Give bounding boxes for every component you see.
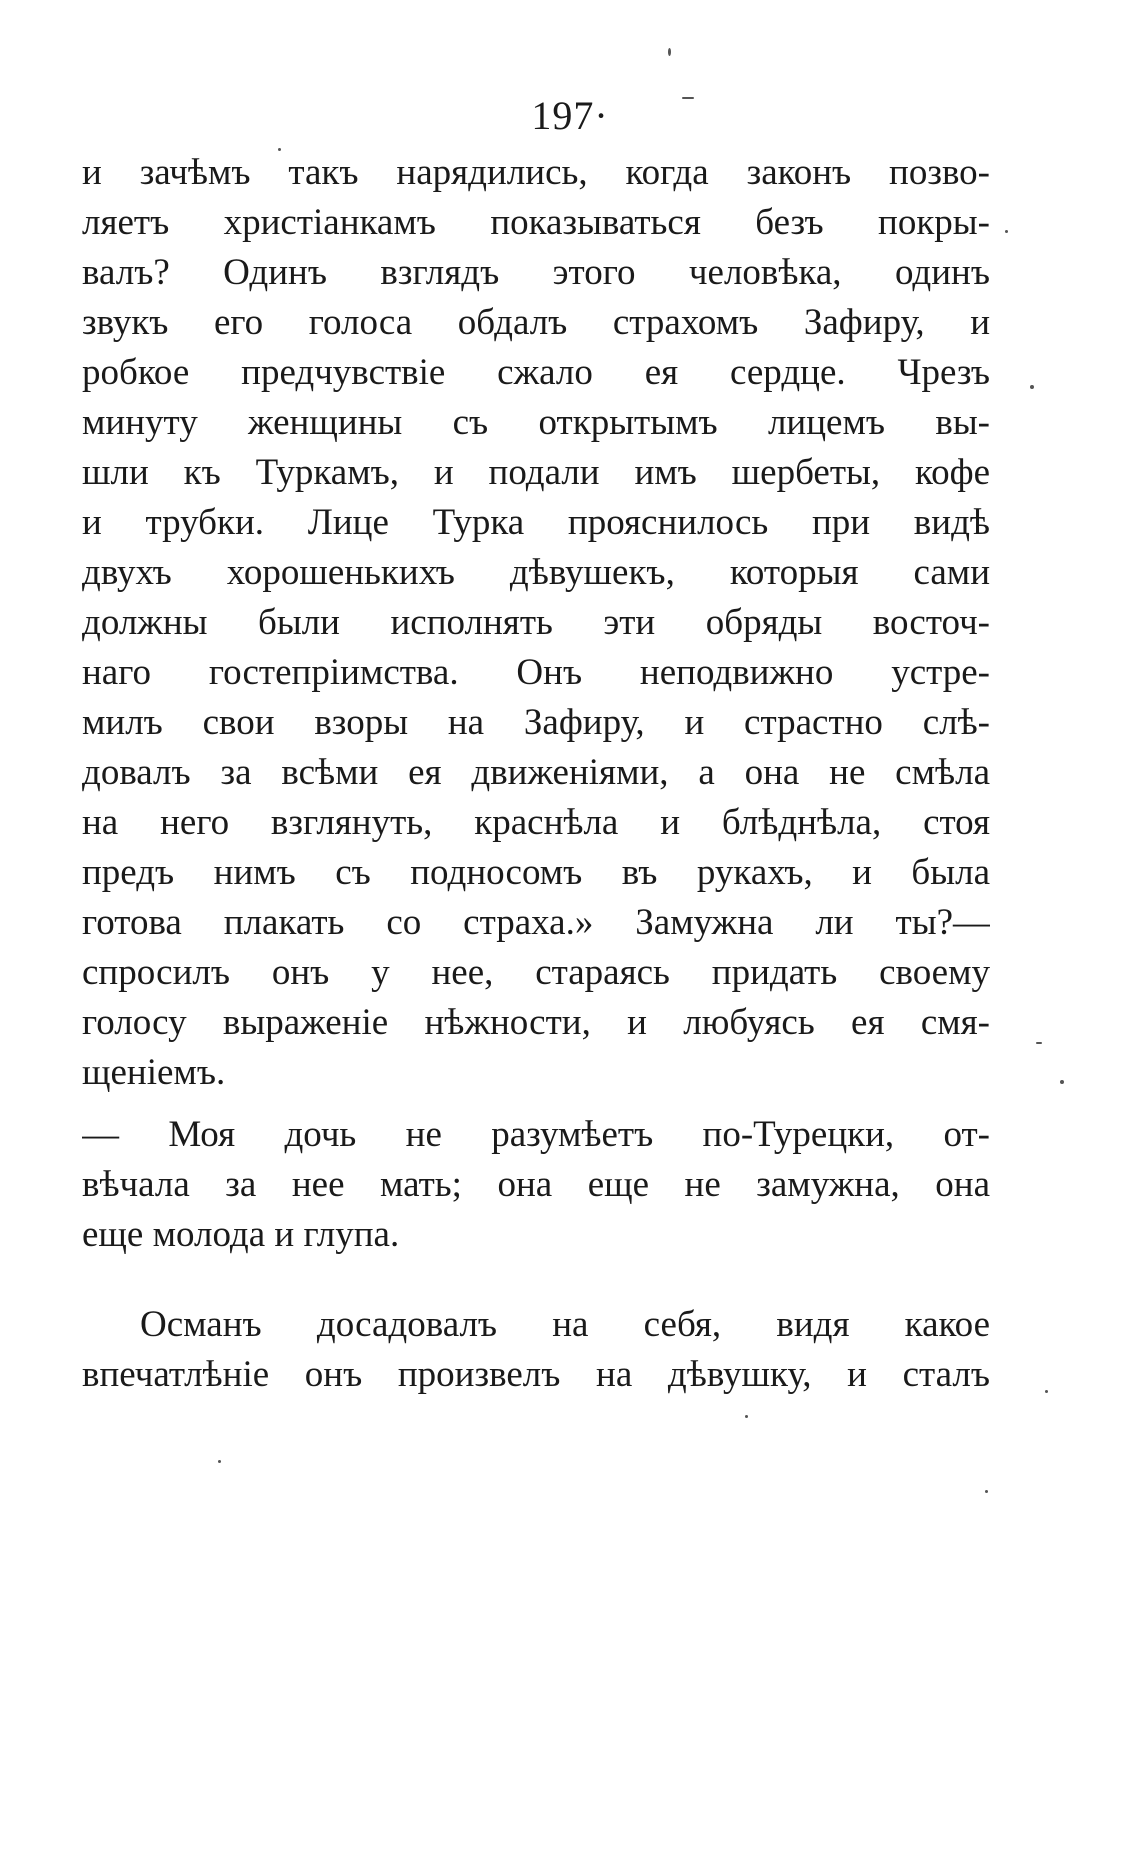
text-line: голосу выраженіе нѣжности, и любуясь ея смя- bbox=[82, 1002, 990, 1043]
print-speck bbox=[1060, 1080, 1064, 1084]
text-line: ляетъ христіанкамъ показываться безъ покры- bbox=[82, 202, 990, 243]
text-line: и трубки. Лице Турка прояснилось при видѣ bbox=[82, 502, 990, 543]
text-line: валъ? Одинъ взглядъ этого человѣка, одинъ bbox=[82, 252, 990, 293]
text-line: милъ свои взоры на Зафиру, и страстно слѣ- bbox=[82, 702, 990, 743]
text-line: двухъ хорошенькихъ дѣвушекъ, которыя сами bbox=[82, 552, 990, 593]
text-line: — Моя дочь не разумѣетъ по-Турецки, от- bbox=[82, 1114, 990, 1155]
text-line: на него взглянуть, краснѣла и блѣднѣла, стоя bbox=[82, 802, 990, 843]
print-speck bbox=[1036, 1042, 1042, 1044]
text-line: шли къ Туркамъ, и подали имъ шербеты, кофе bbox=[82, 452, 990, 493]
text-line: Османъ досадовалъ на себя, видя какое bbox=[140, 1304, 990, 1345]
text-line: должны были исполнять эти обряды восточ- bbox=[82, 602, 990, 643]
text-line: и зачѣмъ такъ нарядились, когда законъ позво- bbox=[82, 152, 990, 193]
print-speck bbox=[1045, 1390, 1048, 1393]
print-speck bbox=[682, 97, 694, 99]
print-speck bbox=[218, 1460, 221, 1463]
text-line: довалъ за всѣми ея движеніями, а она не смѣла bbox=[82, 752, 990, 793]
print-speck bbox=[1005, 230, 1008, 233]
text-line: робкое предчувствіе сжало ея сердце. Чрезъ bbox=[82, 352, 990, 393]
text-line: щеніемъ. bbox=[82, 1052, 226, 1093]
text-line: спросилъ онъ у нее, стараясь придать своему bbox=[82, 952, 990, 993]
print-speck bbox=[1030, 385, 1034, 389]
page-number: 197· bbox=[531, 93, 609, 138]
print-speck bbox=[745, 1415, 748, 1418]
print-speck bbox=[985, 1490, 988, 1493]
text-line: предъ нимъ съ подносомъ въ рукахъ, и была bbox=[82, 852, 990, 893]
text-line: наго гостепріимства. Онъ неподвижно устре- bbox=[82, 652, 990, 693]
text-line: впечатлѣніе онъ произвелъ на дѣвушку, и сталъ bbox=[82, 1354, 990, 1395]
print-speck bbox=[278, 148, 281, 151]
print-speck bbox=[668, 48, 671, 56]
text-line: вѣчала за нее мать; она еще не замужна, она bbox=[82, 1164, 990, 1205]
text-line: звукъ его голоса обдалъ страхомъ Зафиру, и bbox=[82, 302, 990, 343]
text-line: еще молода и глупа. bbox=[82, 1214, 400, 1255]
text-line: готова плакать со страха.» Замужна ли ты?— bbox=[82, 902, 990, 943]
text-line: минуту женщины съ открытымъ лицемъ вы- bbox=[82, 402, 990, 443]
